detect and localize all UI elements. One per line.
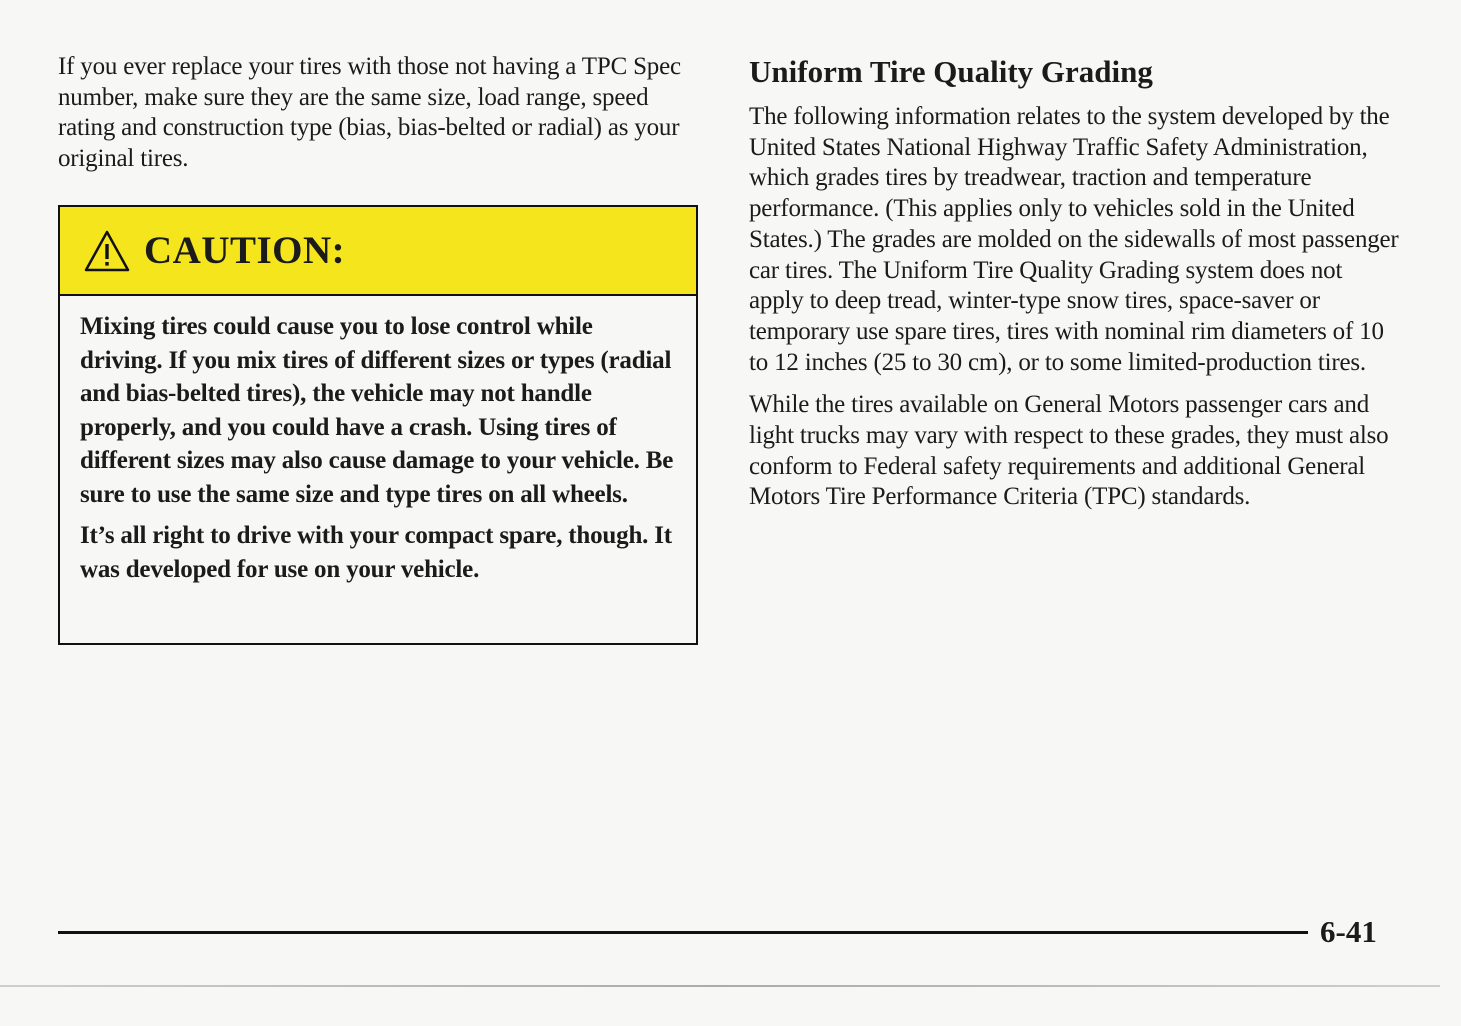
page-number: 6-41	[1320, 914, 1377, 949]
right-column	[749, 52, 1399, 525]
caution-title: CAUTION:	[144, 229, 346, 272]
body-paragraph: While the tires available on General Motors passenger cars and light trucks may vary with respect to these grades, they must also conform to Federal safety requirements and additional General Motors Tire Performance Criteria (TPC) standards.	[749, 391, 1389, 511]
body-paragraph: The following information relates to the system developed by the United States National Highway Traffic Safety Administration, which grades tires by treadwear, traction and temperature performance. (This applies only to vehicles sold in the United States.) The grades are molded on the sidewalls of most passenger car tires. The Uniform Tire Quality Grading system does not apply to deep tread, winter-type snow tires, space-saver or temporary use spare tires, tires with nominal rim diameters of 10 to 12 inches (25 to 30 cm), or to some limited-production tires.	[749, 103, 1399, 376]
caution-paragraph: It’s all right to drive with your compact spare, though. It was developed for use on your vehicle.	[80, 522, 672, 583]
caution-body	[60, 296, 696, 586]
intro-paragraph: If you ever replace your tires with those not having a TPC Spec number, make sure they are the same size, load range, speed rating and construction type (bias, bias-belted or radial) as your original tires.	[58, 53, 681, 172]
section-title: Uniform Tire Quality Grading	[749, 54, 1153, 89]
left-column	[58, 52, 698, 174]
caution-paragraph: Mixing tires could cause you to lose control while driving. If you mix tires of different sizes or types (radial and bias-belted tires), the vehicle may not handle properly, and you could have a crash. Using tires of different sizes may also cause damage to your vehicle. Be sure to use the same size and type tires on all wheels.	[80, 313, 674, 508]
footer-rule	[58, 931, 1308, 934]
caution-box	[58, 205, 698, 645]
scan-edge-divider	[0, 985, 1440, 987]
warning-triangle-icon	[84, 229, 130, 273]
caution-header	[60, 207, 696, 296]
